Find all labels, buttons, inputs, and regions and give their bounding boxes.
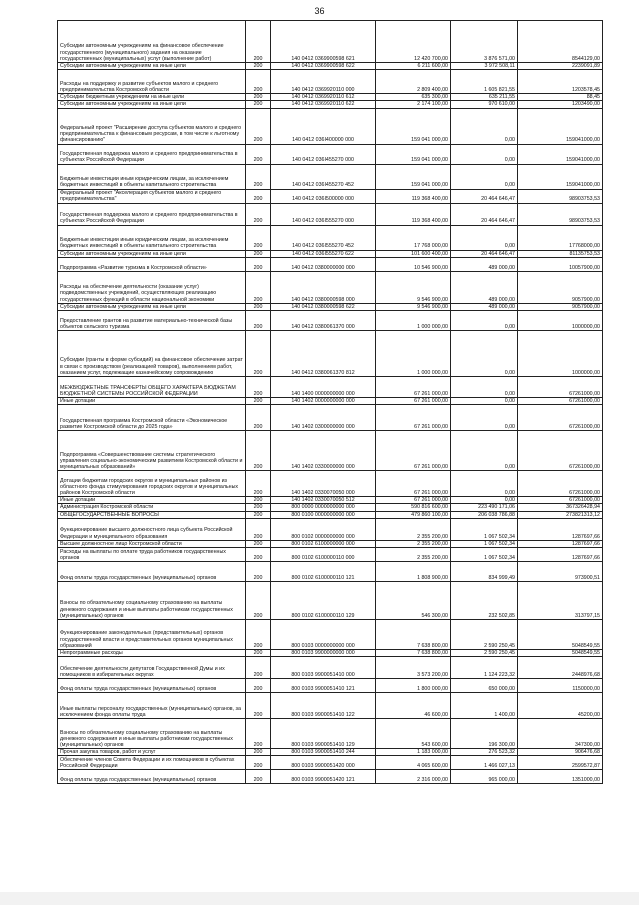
table-row <box>58 189 603 203</box>
row-executed-amount: 196 300,00 <box>451 719 518 749</box>
row-approved-amount: 590 816 600,00 <box>376 504 451 511</box>
row-approved-amount: 9 546 900,00 <box>376 303 451 310</box>
row-name: Фонд оплаты труда государственных (муниципальных) органов <box>58 770 246 784</box>
row-unexecuted-amount: 367326428,94 <box>518 504 603 511</box>
row-unexecuted-amount: 67261000,00 <box>518 405 603 431</box>
row-executed-amount: 970 610,00 <box>451 101 518 108</box>
row-grbs-code: 200 <box>246 108 271 144</box>
row-budget-classification-code: 140 0412 036I555270 622 <box>271 250 376 257</box>
row-approved-amount: 119 368 400,00 <box>376 203 451 225</box>
row-approved-amount: 2 355 200,00 <box>376 548 451 562</box>
row-budget-classification-code: 140 1402 0330070050 000 <box>271 471 376 497</box>
row-grbs-code: 200 <box>246 518 271 540</box>
table-row <box>58 164 603 189</box>
row-approved-amount: 1 183 000,00 <box>376 749 451 756</box>
table-row <box>58 94 603 101</box>
table-row <box>58 144 603 164</box>
row-budget-classification-code: 140 0412 036I555270 000 <box>271 203 376 225</box>
row-executed-amount: 489 000,00 <box>451 271 518 303</box>
row-name: Субсидии автономным учреждениям на иные цели <box>58 63 246 70</box>
row-grbs-code: 200 <box>246 657 271 679</box>
row-executed-amount: 0,00 <box>451 311 518 331</box>
table-row <box>58 225 603 250</box>
row-name: Иные дотации <box>58 497 246 504</box>
row-unexecuted-amount: 1287697,66 <box>518 540 603 547</box>
row-budget-classification-code: 800 0103 9900051420 000 <box>271 756 376 770</box>
row-unexecuted-amount: 159041000,00 <box>518 144 603 164</box>
row-approved-amount: 119 368 400,00 <box>376 189 451 203</box>
row-unexecuted-amount: 973900,51 <box>518 562 603 582</box>
row-approved-amount: 159 041 000,00 <box>376 108 451 144</box>
table-row <box>58 650 603 657</box>
row-approved-amount: 17 768 000,00 <box>376 225 451 250</box>
row-unexecuted-amount: 2599572,87 <box>518 756 603 770</box>
row-name: Субсидии бюджетным учреждениям на иные цели <box>58 94 246 101</box>
row-name: Иные дотации <box>58 398 246 405</box>
row-unexecuted-amount: 273821313,12 <box>518 511 603 518</box>
row-grbs-code: 200 <box>246 398 271 405</box>
row-budget-classification-code: 800 0103 9900051420 121 <box>271 770 376 784</box>
row-approved-amount: 159 041 000,00 <box>376 144 451 164</box>
row-budget-classification-code: 800 0102 6100000110 121 <box>271 562 376 582</box>
row-budget-classification-code: 140 0412 0380000000 000 <box>271 257 376 271</box>
row-grbs-code: 200 <box>246 405 271 431</box>
row-grbs-code: 200 <box>246 21 271 63</box>
table-row <box>58 398 603 405</box>
row-grbs-code: 200 <box>246 620 271 650</box>
table-row <box>58 562 603 582</box>
row-unexecuted-amount: 67261000,00 <box>518 377 603 398</box>
row-name: Администрация Костромской области <box>58 504 246 511</box>
table-row <box>58 101 603 108</box>
row-name: Подпрограмма «Совершенствование системы стратегического управления социально-экономическим развитием Костромской области и муниципальных образований» <box>58 431 246 471</box>
row-grbs-code: 200 <box>246 331 271 377</box>
row-approved-amount: 67 261 000,00 <box>376 405 451 431</box>
row-approved-amount: 2 809 400,00 <box>376 70 451 94</box>
row-grbs-code: 200 <box>246 303 271 310</box>
row-name: Бюджетные инвестиции иным юридическим лицам, за исключением бюджетных инвестиций в объекты капитального строительства <box>58 164 246 189</box>
row-grbs-code: 200 <box>246 225 271 250</box>
table-row <box>58 311 603 331</box>
row-budget-classification-code: 800 0103 9900051410 122 <box>271 693 376 719</box>
row-name: Предоставление грантов на развитие материально-технической базы объектов сельского туризма <box>58 311 246 331</box>
table-row <box>58 518 603 540</box>
row-budget-classification-code: 140 1402 0300000000 000 <box>271 405 376 431</box>
row-name: Функционирование высшего должностного лица субъекта Российской Федерации и муниципального образования <box>58 518 246 540</box>
row-executed-amount: 489 000,00 <box>451 303 518 310</box>
row-budget-classification-code: 140 1402 0330070050 512 <box>271 497 376 504</box>
row-budget-classification-code: 140 0412 0380000598 622 <box>271 303 376 310</box>
row-budget-classification-code: 800 0102 6100000000 000 <box>271 540 376 547</box>
row-executed-amount: 965 000,00 <box>451 770 518 784</box>
row-executed-amount: 232 502,85 <box>451 582 518 620</box>
row-executed-amount: 0,00 <box>451 331 518 377</box>
row-executed-amount: 635 211,55 <box>451 94 518 101</box>
scan-bottom-strip <box>0 892 639 905</box>
row-approved-amount: 546 300,00 <box>376 582 451 620</box>
table-row <box>58 471 603 497</box>
row-name: Бюджетные инвестиции иным юридическим лицам, за исключением бюджетных инвестиций в объекты капитального строительства <box>58 225 246 250</box>
row-executed-amount: 0,00 <box>451 164 518 189</box>
table-row <box>58 431 603 471</box>
row-unexecuted-amount: 1000000,00 <box>518 331 603 377</box>
row-name: Расходы на выплаты по оплате труда работников государственных органов <box>58 548 246 562</box>
row-grbs-code: 200 <box>246 497 271 504</box>
row-approved-amount: 1 000 000,00 <box>376 331 451 377</box>
row-name: Обеспечение членов Совета Федерации и их помощников в субъектах Российской Федерации <box>58 756 246 770</box>
row-name: Фонд оплаты труда государственных (муниципальных) органов <box>58 562 246 582</box>
table-row <box>58 70 603 94</box>
row-unexecuted-amount: 1287697,66 <box>518 518 603 540</box>
row-grbs-code: 200 <box>246 257 271 271</box>
table-row <box>58 271 603 303</box>
row-approved-amount: 159 041 000,00 <box>376 164 451 189</box>
row-name: Непрограммные расходы <box>58 650 246 657</box>
row-unexecuted-amount: 1203578,45 <box>518 70 603 94</box>
row-budget-classification-code: 800 0103 9900000000 000 <box>271 650 376 657</box>
row-name: Обеспечение деятельности депутатов Государственной Думы и их помощников в избирательных округах <box>58 657 246 679</box>
table-row <box>58 540 603 547</box>
row-grbs-code: 200 <box>246 70 271 94</box>
row-unexecuted-amount: 159041000,00 <box>518 108 603 144</box>
row-unexecuted-amount: 8544129,00 <box>518 21 603 63</box>
row-name: Субсидии автономным учреждениям на иные цели <box>58 101 246 108</box>
row-unexecuted-amount: 67261000,00 <box>518 431 603 471</box>
row-unexecuted-amount: 1000000,00 <box>518 311 603 331</box>
row-grbs-code: 200 <box>246 548 271 562</box>
row-name: Государственная программа Костромской области «Экономическое развитие Костромской области до 2025 года» <box>58 405 246 431</box>
row-budget-classification-code: 800 0103 0000000000 000 <box>271 620 376 650</box>
row-approved-amount: 479 860 100,00 <box>376 511 451 518</box>
row-name: Субсидии автономным учреждениям на иные цели <box>58 303 246 310</box>
row-name: Расходы на обеспечение деятельности (оказание услуг) подведомственных учреждений, осуществляющих реализацию государственных функций в области национальной экономики <box>58 271 246 303</box>
row-approved-amount: 9 546 900,00 <box>376 271 451 303</box>
row-budget-classification-code: 800 0102 6100000110 129 <box>271 582 376 620</box>
row-unexecuted-amount: 67261000,00 <box>518 471 603 497</box>
table-row <box>58 203 603 225</box>
row-approved-amount: 3 573 200,00 <box>376 657 451 679</box>
row-budget-classification-code: 800 0103 9900051410 000 <box>271 657 376 679</box>
row-unexecuted-amount: 98903753,53 <box>518 203 603 225</box>
row-executed-amount: 0,00 <box>451 431 518 471</box>
row-unexecuted-amount: 159041000,00 <box>518 164 603 189</box>
row-budget-classification-code: 800 0000 0000000000 000 <box>271 504 376 511</box>
row-grbs-code: 200 <box>246 756 271 770</box>
row-name: Субсидии (гранты в форме субсидий) на финансовое обеспечение затрат в связи с производством (реализацией товаров), выполнением работ, оказанием услуг, подлежащие казначейскому сопровождению <box>58 331 246 377</box>
row-name: Расходы на поддержку и развитие субъектов малого и среднего предпринимательства Костромской области <box>58 70 246 94</box>
row-executed-amount: 3 876 571,00 <box>451 21 518 63</box>
row-budget-classification-code: 140 0412 0369920110 612 <box>271 94 376 101</box>
row-grbs-code: 200 <box>246 311 271 331</box>
row-approved-amount: 6 211 600,00 <box>376 63 451 70</box>
row-approved-amount: 7 638 800,00 <box>376 650 451 657</box>
table-row <box>58 749 603 756</box>
row-name: Взносы по обязательному социальному страхованию на выплаты денежного содержания и иные выплаты работникам государственных (муниципальных) органов <box>58 719 246 749</box>
row-budget-classification-code: 140 0412 0380061370 812 <box>271 331 376 377</box>
row-grbs-code: 200 <box>246 144 271 164</box>
row-executed-amount: 0,00 <box>451 144 518 164</box>
row-approved-amount: 67 261 000,00 <box>376 471 451 497</box>
row-executed-amount: 20 464 646,47 <box>451 250 518 257</box>
table-row <box>58 504 603 511</box>
row-executed-amount: 1 605 821,55 <box>451 70 518 94</box>
row-executed-amount: 0,00 <box>451 225 518 250</box>
row-name: Государственная поддержка малого и среднего предпринимательства в субъектах Российской Федерации <box>58 203 246 225</box>
table-row <box>58 497 603 504</box>
row-name: Федеральный проект "Акселерация субъектов малого и среднего предпринимательства" <box>58 189 246 203</box>
row-budget-classification-code: 800 0103 9900051410 244 <box>271 749 376 756</box>
row-executed-amount: 834 999,49 <box>451 562 518 582</box>
row-name: Взносы по обязательному социальному страхованию на выплаты денежного содержания и иные выплаты работникам государственных (муниципальных) органов <box>58 582 246 620</box>
row-grbs-code: 200 <box>246 511 271 518</box>
row-unexecuted-amount: 9057900,00 <box>518 271 603 303</box>
row-approved-amount: 2 174 100,00 <box>376 101 451 108</box>
row-grbs-code: 200 <box>246 562 271 582</box>
row-name: МЕЖБЮДЖЕТНЫЕ ТРАНСФЕРТЫ ОБЩЕГО ХАРАКТЕРА БЮДЖЕТАМ БЮДЖЕТНОЙ СИСТЕМЫ РОССИЙСКОЙ ФЕДЕРАЦИИ <box>58 377 246 398</box>
row-approved-amount: 7 638 800,00 <box>376 620 451 650</box>
row-grbs-code: 200 <box>246 250 271 257</box>
row-unexecuted-amount: 67261000,00 <box>518 398 603 405</box>
row-name: Государственная поддержка малого и среднего предпринимательства в субъектах Российской Федерации <box>58 144 246 164</box>
table-row <box>58 756 603 770</box>
row-unexecuted-amount: 2448976,68 <box>518 657 603 679</box>
row-grbs-code: 200 <box>246 203 271 225</box>
row-name: Высшее должностное лицо Костромской области <box>58 540 246 547</box>
row-grbs-code: 200 <box>246 679 271 693</box>
table-row <box>58 303 603 310</box>
row-grbs-code: 200 <box>246 189 271 203</box>
row-executed-amount: 0,00 <box>451 108 518 144</box>
row-executed-amount: 206 038 786,88 <box>451 511 518 518</box>
row-budget-classification-code: 140 0412 0369920110 000 <box>271 70 376 94</box>
row-unexecuted-amount: 5048549,55 <box>518 650 603 657</box>
row-unexecuted-amount: 10057900,00 <box>518 257 603 271</box>
row-unexecuted-amount: 347300,00 <box>518 719 603 749</box>
row-executed-amount: 1 067 502,34 <box>451 540 518 547</box>
table-row <box>58 63 603 70</box>
row-executed-amount: 20 464 646,47 <box>451 189 518 203</box>
row-executed-amount: 2 590 250,45 <box>451 620 518 650</box>
row-name: Субсидии автономным учреждениям на финансовое обеспечение государственного (муниципального) задания на оказание государственных (муниципальных) услуг (выполнение работ) <box>58 21 246 63</box>
table-row <box>58 548 603 562</box>
table-row <box>58 405 603 431</box>
row-grbs-code: 200 <box>246 94 271 101</box>
row-approved-amount: 1 000 000,00 <box>376 311 451 331</box>
row-executed-amount: 0,00 <box>451 497 518 504</box>
row-executed-amount: 0,00 <box>451 377 518 398</box>
row-unexecuted-amount: 98903753,53 <box>518 189 603 203</box>
row-unexecuted-amount: 67261000,00 <box>518 497 603 504</box>
table-row <box>58 250 603 257</box>
row-approved-amount: 10 546 900,00 <box>376 257 451 271</box>
row-grbs-code: 200 <box>246 504 271 511</box>
row-budget-classification-code: 140 0412 036I455270 000 <box>271 144 376 164</box>
table-row <box>58 511 603 518</box>
row-grbs-code: 200 <box>246 770 271 784</box>
row-executed-amount: 1 124 223,32 <box>451 657 518 679</box>
table-row <box>58 620 603 650</box>
row-name: Иные выплаты персоналу государственных (муниципальных) органов, за исключением фонда оплаты труда <box>58 693 246 719</box>
row-budget-classification-code: 140 1402 0000000000 000 <box>271 398 376 405</box>
row-approved-amount: 101 600 400,00 <box>376 250 451 257</box>
row-budget-classification-code: 800 0103 9900051410 129 <box>271 719 376 749</box>
row-grbs-code: 200 <box>246 650 271 657</box>
row-executed-amount: 0,00 <box>451 405 518 431</box>
table-row <box>58 657 603 679</box>
row-executed-amount: 223 490 171,06 <box>451 504 518 511</box>
row-approved-amount: 543 600,00 <box>376 719 451 749</box>
row-budget-classification-code: 140 1400 0000000000 000 <box>271 377 376 398</box>
row-unexecuted-amount: 81135753,53 <box>518 250 603 257</box>
row-name: Прочая закупка товаров, работ и услуг <box>58 749 246 756</box>
row-budget-classification-code: 800 0103 9900051410 121 <box>271 679 376 693</box>
row-unexecuted-amount: 9057900,00 <box>518 303 603 310</box>
row-budget-classification-code: 140 0412 036I555270 452 <box>271 225 376 250</box>
row-approved-amount: 1 800 000,00 <box>376 679 451 693</box>
row-executed-amount: 489 000,00 <box>451 257 518 271</box>
row-executed-amount: 1 400,00 <box>451 693 518 719</box>
row-name: Федеральный проект "Расширение доступа субъектов малого и среднего предпринимательства к финансовым ресурсам, в том числе к льготному финансированию" <box>58 108 246 144</box>
row-grbs-code: 200 <box>246 471 271 497</box>
row-grbs-code: 200 <box>246 693 271 719</box>
row-budget-classification-code: 140 0412 0369920110 622 <box>271 101 376 108</box>
row-name: Функционирование законодательных (представительных) органов государственной власти и представительных органов муниципальных образований <box>58 620 246 650</box>
row-budget-classification-code: 140 1402 0330000000 000 <box>271 431 376 471</box>
row-grbs-code: 200 <box>246 63 271 70</box>
row-unexecuted-amount: 88,45 <box>518 94 603 101</box>
row-name: Дотации бюджетам городских округов и муниципальных районов из областного фонда стимулирования городских округов и муниципальных районов Костромской области <box>58 471 246 497</box>
row-budget-classification-code: 800 0100 0000000000 000 <box>271 511 376 518</box>
row-unexecuted-amount: 313797,15 <box>518 582 603 620</box>
budget-execution-table <box>57 20 603 784</box>
row-budget-classification-code: 800 0102 6100000110 000 <box>271 548 376 562</box>
table-row <box>58 693 603 719</box>
row-unexecuted-amount: 5048549,55 <box>518 620 603 650</box>
row-budget-classification-code: 140 0412 036I500000 000 <box>271 189 376 203</box>
row-grbs-code: 200 <box>246 377 271 398</box>
row-unexecuted-amount: 17768000,00 <box>518 225 603 250</box>
row-budget-classification-code: 140 0412 0380061370 000 <box>271 311 376 331</box>
row-unexecuted-amount: 906476,68 <box>518 749 603 756</box>
row-approved-amount: 67 261 000,00 <box>376 398 451 405</box>
table-row <box>58 21 603 63</box>
row-approved-amount: 67 261 000,00 <box>376 497 451 504</box>
row-grbs-code: 200 <box>246 540 271 547</box>
row-approved-amount: 2 316 000,00 <box>376 770 451 784</box>
table-row <box>58 377 603 398</box>
row-name: Фонд оплаты труда государственных (муниципальных) органов <box>58 679 246 693</box>
row-budget-classification-code: 140 0412 0369900598 621 <box>271 21 376 63</box>
table-row <box>58 770 603 784</box>
row-grbs-code: 200 <box>246 101 271 108</box>
row-grbs-code: 200 <box>246 164 271 189</box>
row-unexecuted-amount: 2239091,89 <box>518 63 603 70</box>
row-approved-amount: 2 355 200,00 <box>376 540 451 547</box>
table-row <box>58 582 603 620</box>
row-grbs-code: 200 <box>246 431 271 471</box>
row-grbs-code: 200 <box>246 271 271 303</box>
row-unexecuted-amount: 45200,00 <box>518 693 603 719</box>
row-grbs-code: 200 <box>246 749 271 756</box>
table-row <box>58 719 603 749</box>
row-budget-classification-code: 140 0412 036I400000 000 <box>271 108 376 144</box>
row-unexecuted-amount: 1203490,00 <box>518 101 603 108</box>
row-name: Подпрограмма «Развитие туризма в Костромской области» <box>58 257 246 271</box>
row-executed-amount: 650 000,00 <box>451 679 518 693</box>
row-approved-amount: 1 808 900,00 <box>376 562 451 582</box>
row-grbs-code: 200 <box>246 582 271 620</box>
page-number: 36 <box>314 6 325 16</box>
row-executed-amount: 3 972 508,11 <box>451 63 518 70</box>
table-row <box>58 108 603 144</box>
row-approved-amount: 2 355 200,00 <box>376 518 451 540</box>
row-unexecuted-amount: 1351000,00 <box>518 770 603 784</box>
row-executed-amount: 1 067 502,34 <box>451 548 518 562</box>
row-executed-amount: 1 067 502,34 <box>451 518 518 540</box>
row-unexecuted-amount: 1150000,00 <box>518 679 603 693</box>
row-name: ОБЩЕГОСУДАРСТВЕННЫЕ ВОПРОСЫ <box>58 511 246 518</box>
row-executed-amount: 2 590 250,45 <box>451 650 518 657</box>
table-row <box>58 679 603 693</box>
row-approved-amount: 67 261 000,00 <box>376 377 451 398</box>
row-approved-amount: 635 300,00 <box>376 94 451 101</box>
row-budget-classification-code: 140 0412 0369900598 622 <box>271 63 376 70</box>
row-approved-amount: 46 600,00 <box>376 693 451 719</box>
row-budget-classification-code: 140 0412 0380000598 000 <box>271 271 376 303</box>
row-executed-amount: 0,00 <box>451 398 518 405</box>
row-executed-amount: 20 464 646,47 <box>451 203 518 225</box>
row-name: Субсидии автономным учреждениям на иные цели <box>58 250 246 257</box>
row-unexecuted-amount: 1287697,66 <box>518 548 603 562</box>
row-executed-amount: 276 523,32 <box>451 749 518 756</box>
row-budget-classification-code: 140 0412 036I455270 452 <box>271 164 376 189</box>
row-approved-amount: 4 065 600,00 <box>376 756 451 770</box>
row-approved-amount: 67 261 000,00 <box>376 431 451 471</box>
row-executed-amount: 0,00 <box>451 471 518 497</box>
row-grbs-code: 200 <box>246 719 271 749</box>
row-budget-classification-code: 800 0102 0000000000 000 <box>271 518 376 540</box>
table-row <box>58 257 603 271</box>
row-approved-amount: 12 420 700,00 <box>376 21 451 63</box>
row-executed-amount: 1 466 027,13 <box>451 756 518 770</box>
table-row <box>58 331 603 377</box>
